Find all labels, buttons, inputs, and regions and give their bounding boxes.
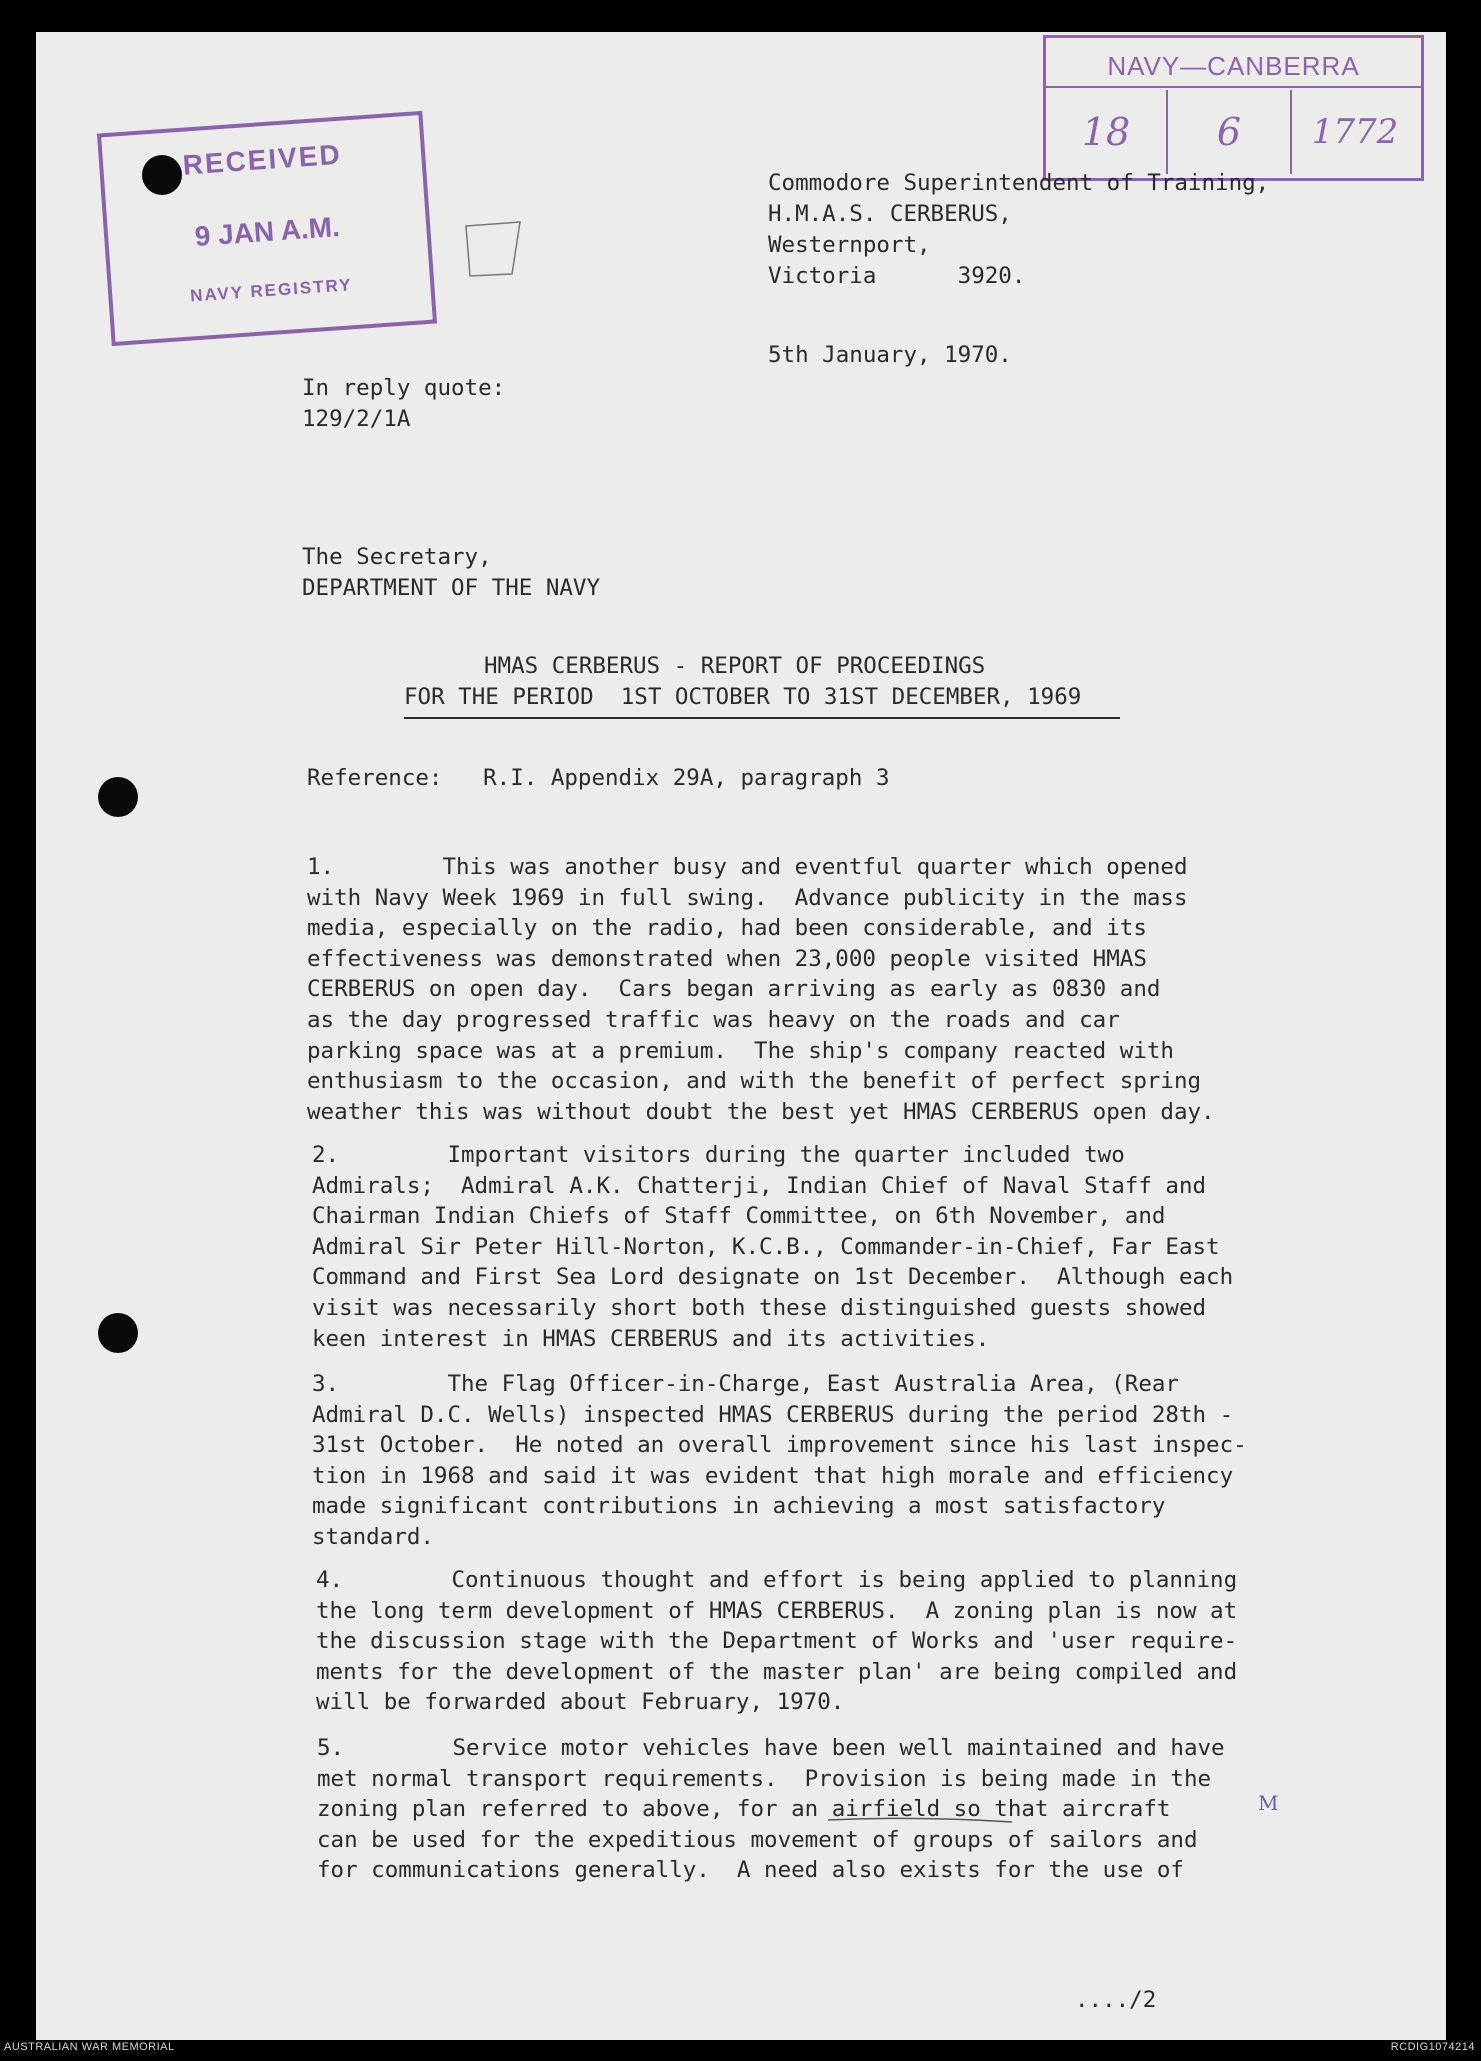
address-line-1: Commodore Superintendent of Training, [768, 170, 1270, 196]
reply-quote-number: 129/2/1A [302, 406, 411, 432]
paragraph-1: 1. This was another busy and eventful quarter which opened with Navy Week 1969 in full swing. Advance publicity in the mass media, especially on the radio, had been considerable, and its effectiveness was demonstrated when 23,000 people visited HMAS CERBERUS on open day. Cars began arriving as early as 0830 and as the day progressed traffic was heavy on the roads and car parking space was at a premium. The ship's company reacted with enthusiasm to the occasion, and with the benefit of perfect spring weather this was without doubt the best yet HMAS CERBERUS open day. [307, 854, 1215, 1125]
letter-date: 5th January, 1970. [768, 342, 1012, 368]
received-stamp-title: RECEIVED [181, 138, 343, 181]
paragraph-3: 3. The Flag Officer-in-Charge, East Australia Area, (Rear Admiral D.C. Wells) inspected HMAS CERBERUS during the period 28th - 31st October. He noted an overall improvement since his last inspec- tion in 1968 and said it was evident that high morale and efficiency made significant contributions in achieving a most satisfactory standard. [312, 1371, 1247, 1550]
footer-institution: AUSTRALIAN WAR MEMORIAL [4, 2041, 175, 2053]
report-heading-line-1: HMAS CERBERUS - REPORT OF PROCEEDINGS [484, 653, 986, 679]
punch-hole-bottom [98, 1313, 138, 1353]
received-stamp-registry: NAVY REGISTRY [189, 275, 354, 306]
reference-line: Reference: R.I. Appendix 29A, paragraph 3 [307, 765, 890, 791]
stamp-number: 1772 [1311, 112, 1399, 152]
received-stamp [97, 111, 437, 346]
stamp-month: 6 [1216, 110, 1242, 154]
recipient-line-2: DEPARTMENT OF THE NAVY [302, 575, 601, 601]
punch-hole-middle [98, 777, 138, 817]
navy-canberra-stamp [1043, 35, 1424, 181]
address-line-3: Westernport, [768, 232, 931, 258]
recipient-line-1: The Secretary, [302, 544, 492, 570]
paragraph-2: 2. Important visitors during the quarter included two Admirals; Admiral A.K. Chatterji, Indian Chief of Naval Staff and Chairman Indian Chiefs of Staff Committee, on 6th November, and Admiral Sir Peter Hill-Norton, K.C.B., Commander-in-Chief, Far East Command and First Sea Lord designate on 1st December. Although each visit was necessarily short both these distinguished guests showed keen interest in HMAS CERBERUS and its activities. [312, 1142, 1234, 1352]
pencil-box-mark [460, 218, 528, 282]
pencil-underline [826, 1814, 1016, 1826]
address-line-4: Victoria 3920. [768, 263, 1026, 289]
stamp-day: 18 [1081, 110, 1131, 154]
paragraph-5: 5. Service motor vehicles have been well maintained and have met normal transport requirements. Provision is being made in the zoning plan referred to above, for an airfield so that aircraft can be used for the expeditious movement of groups of sailors and for communications generally. A need also exists for the use of [317, 1735, 1225, 1884]
reply-quote-label: In reply quote: [302, 375, 506, 401]
paragraph-4: 4. Continuous thought and effort is being applied to planning the long term development of HMAS CERBERUS. A zoning plan is now at the discussion stage with the Department of Works and 'user require- ments for the development of the master plan' are being compiled and will be forwarded about February, 1970. [316, 1567, 1238, 1716]
page-continuation: ..../2 [1075, 1987, 1157, 2013]
received-stamp-date: 9 JAN A.M. [193, 210, 341, 253]
margin-mark: M [1258, 1791, 1279, 1815]
footer-record-id: RCDIG1074214 [1390, 2041, 1475, 2053]
heading-underline [404, 717, 1120, 719]
address-line-2: H.M.A.S. CERBERUS, [768, 201, 1012, 227]
report-heading-line-2: FOR THE PERIOD 1ST OCTOBER TO 31ST DECEMBER, 1969 [404, 684, 1082, 710]
stamp-title: NAVY—CANBERRA [1046, 46, 1421, 88]
